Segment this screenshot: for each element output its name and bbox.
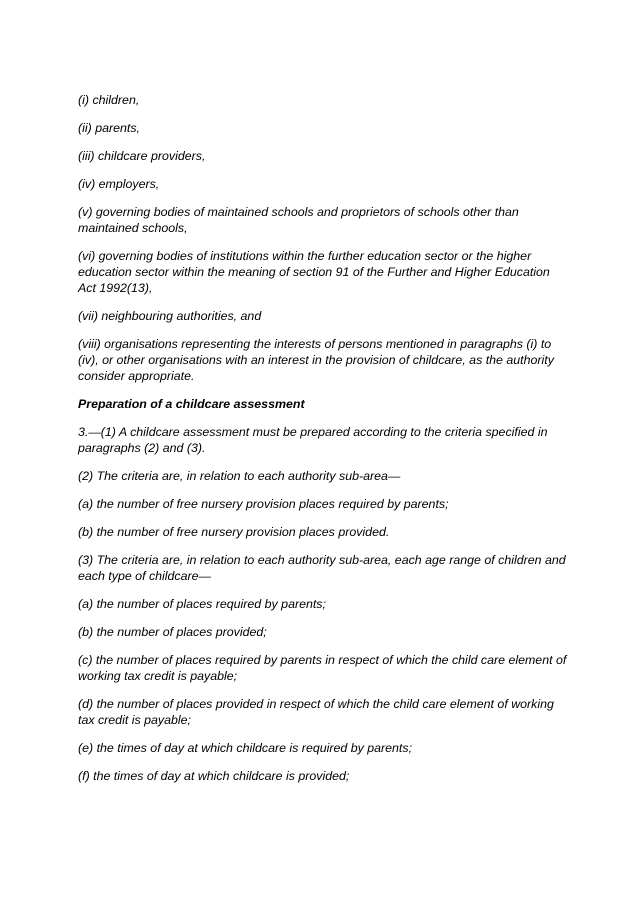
list-item-governing-bodies-institutions: (vi) governing bodies of institutions within the further education sector or the higher education sector within the meaning of section 91 of the Further and Higher Education Act 1992(13), [78,249,550,295]
document-page [78,92,568,796]
paragraph-3-3: (3) The criteria are, in relation to each authority sub-area, each age range of children and each type of childcare— [78,553,566,583]
paragraph-3-1: 3.—(1) A childcare assessment must be prepared according to the criteria specified in paragraphs (2) and (3). [78,425,548,455]
section-heading: Preparation of a childcare assessment [78,397,305,411]
list-item-organisations: (viii) organisations representing the interests of persons mentioned in paragraphs (i) to (iv), or other organisations with an interest in the provision of childcare, as the authority consider appropriate. [78,337,554,383]
paragraph-3-2: (2) The criteria are, in relation to each authority sub-area— [78,469,401,483]
list-item-governing-bodies-schools: (v) governing bodies of maintained schools and proprietors of schools other than maintained schools, [78,205,519,235]
paragraph-3-3-b: (b) the number of places provided; [78,625,267,639]
paragraph-3-3-a: (a) the number of places required by parents; [78,597,326,611]
list-item-parents: (ii) parents, [78,121,140,135]
list-item-employers: (iv) employers, [78,177,160,191]
paragraph-3-2-a: (a) the number of free nursery provision places required by parents; [78,497,449,511]
paragraph-3-3-e: (e) the times of day at which childcare is required by parents; [78,741,413,755]
paragraph-3-2-b: (b) the number of free nursery provision places provided. [78,525,390,539]
paragraph-3-3-c: (c) the number of places required by parents in respect of which the child care element of working tax credit is payable; [78,653,567,683]
paragraph-3-3-d: (d) the number of places provided in respect of which the child care element of working tax credit is payable; [78,697,554,727]
list-item-neighbouring-authorities: (vii) neighbouring authorities, and [78,309,262,323]
list-item-children: (i) children, [78,93,140,107]
list-item-childcare-providers: (iii) childcare providers, [78,149,206,163]
paragraph-3-3-f: (f) the times of day at which childcare is provided; [78,769,350,783]
